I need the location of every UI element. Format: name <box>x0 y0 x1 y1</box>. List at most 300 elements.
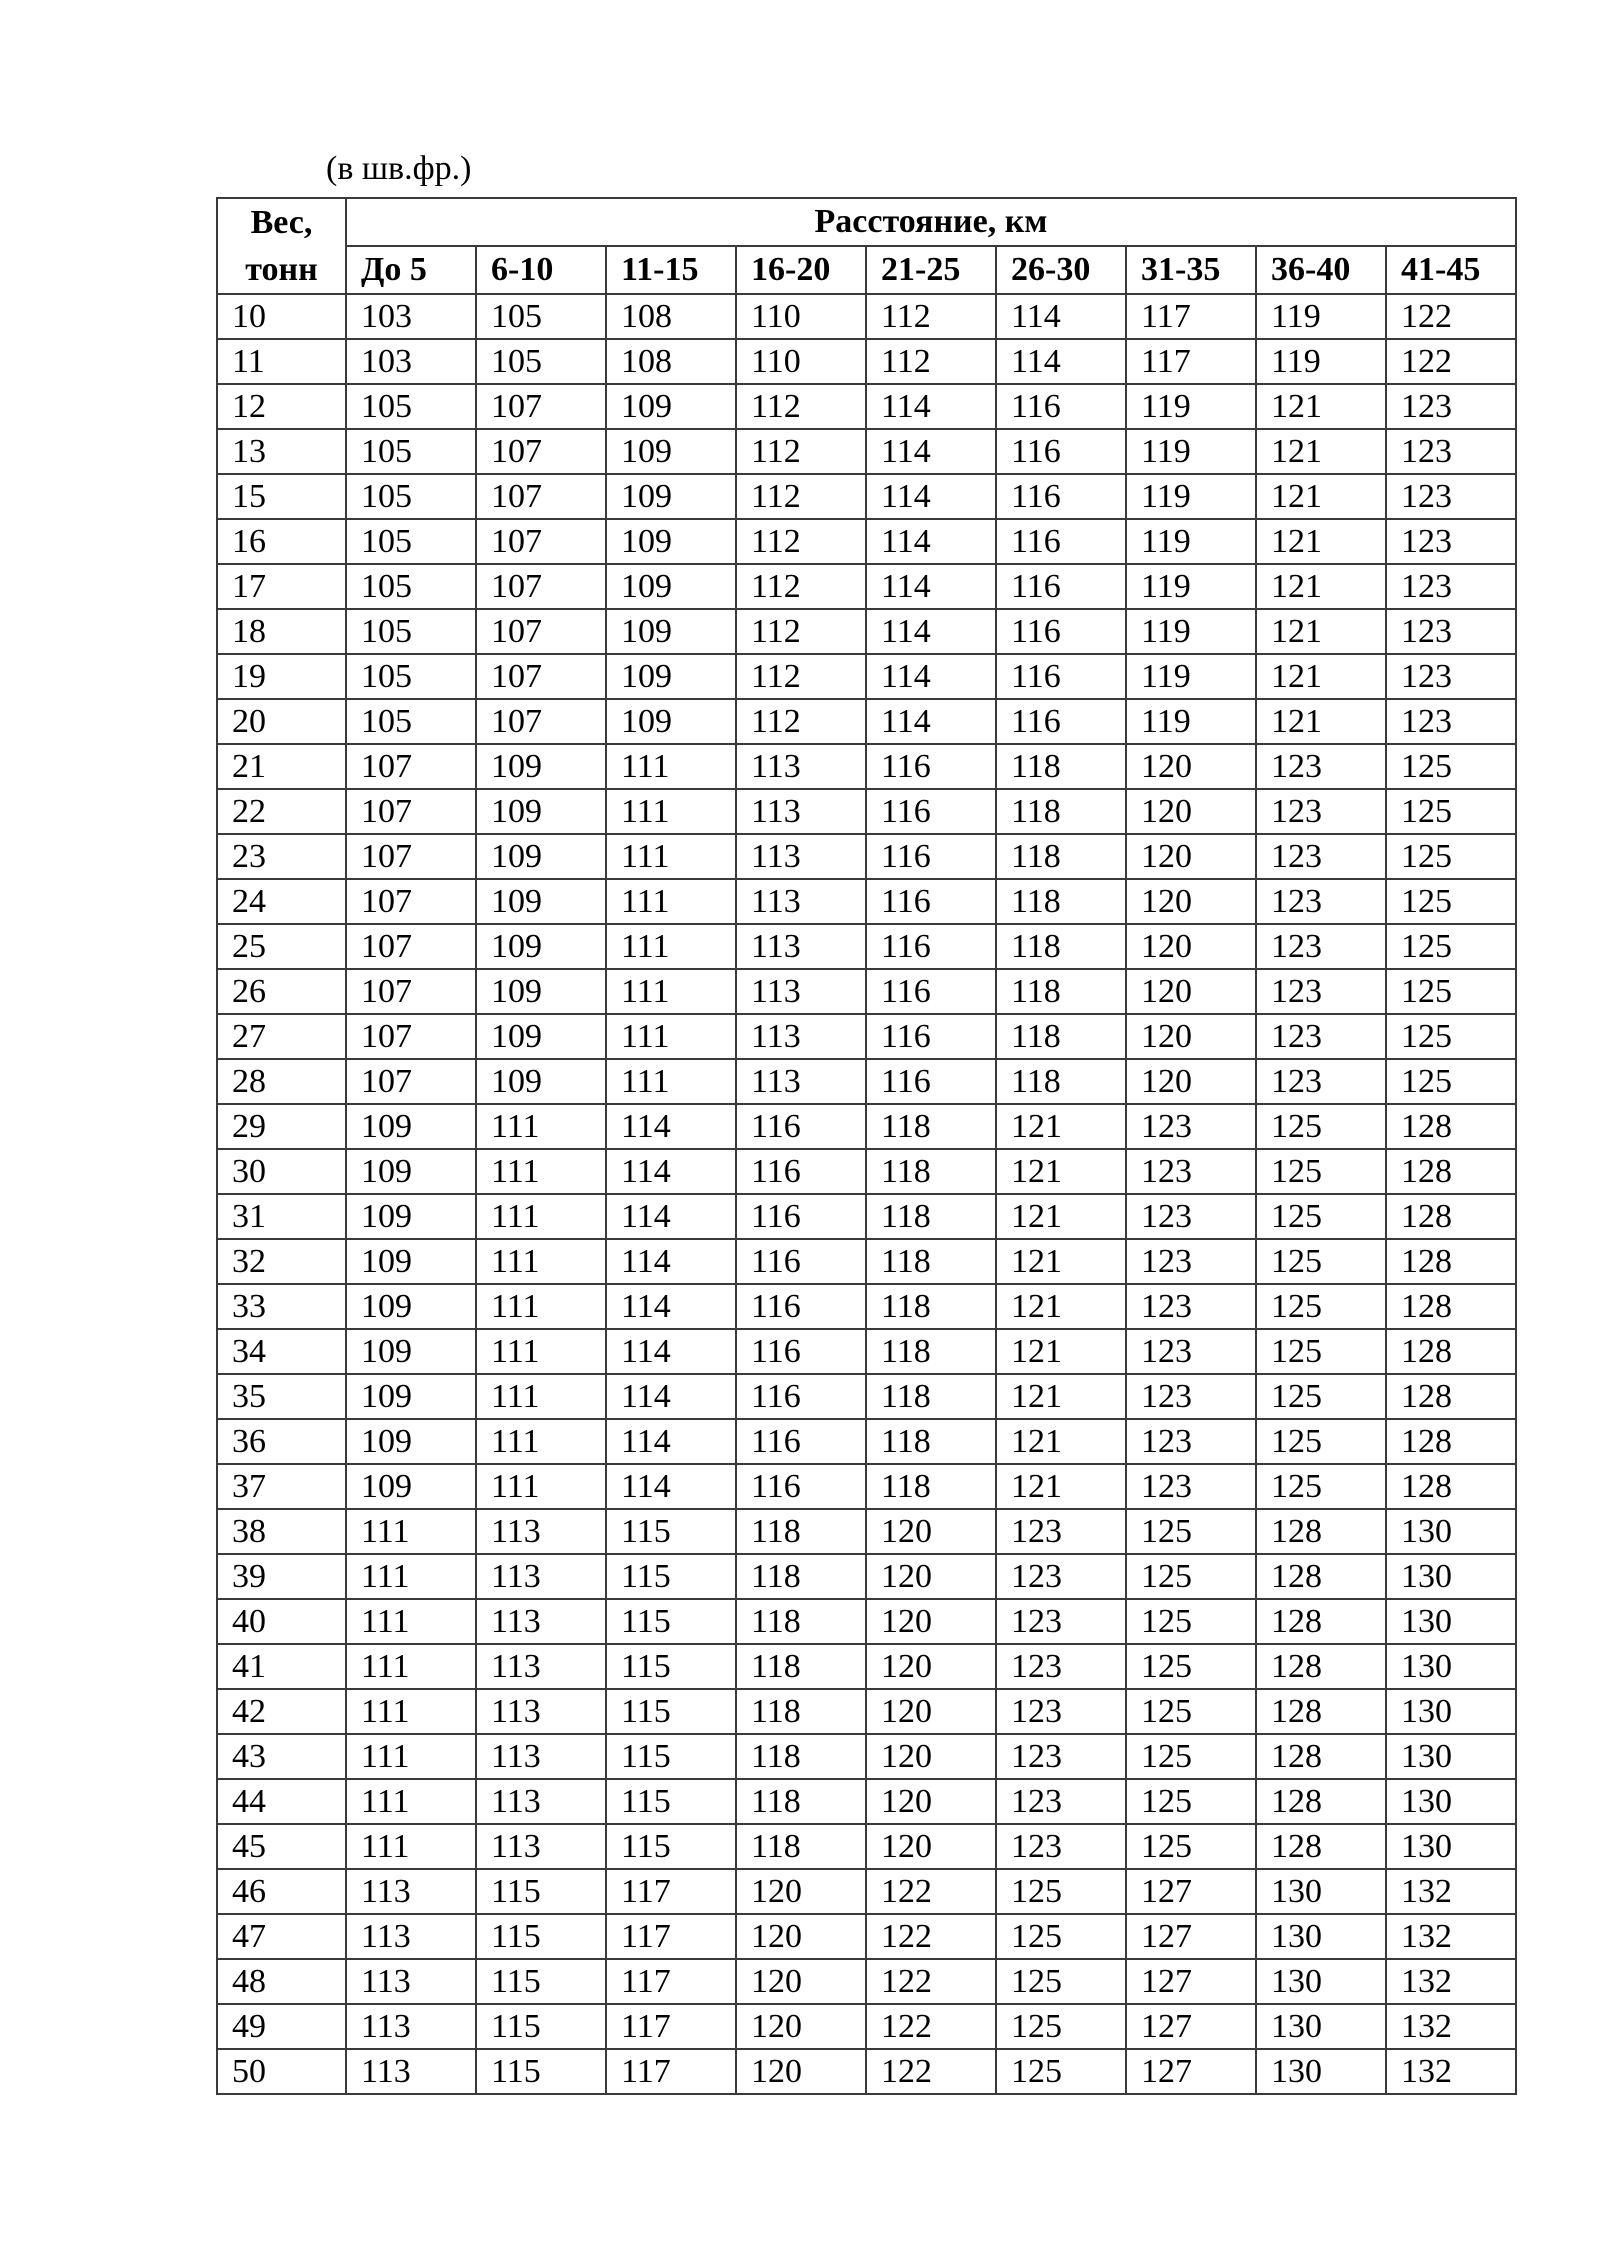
rate-cell: 130 <box>1256 1869 1386 1914</box>
rate-cell: 109 <box>476 1059 606 1104</box>
rate-cell: 125 <box>1386 834 1516 879</box>
rate-cell: 116 <box>866 924 996 969</box>
rate-cell: 117 <box>1126 294 1256 339</box>
rate-cell: 107 <box>346 879 476 924</box>
rate-cell: 119 <box>1126 609 1256 654</box>
weight-cell: 10 <box>217 294 346 339</box>
rate-cell: 109 <box>606 654 736 699</box>
rate-cell: 113 <box>476 1644 606 1689</box>
weight-column-header <box>217 198 346 294</box>
weight-cell: 46 <box>217 1869 346 1914</box>
rate-cell: 125 <box>1126 1509 1256 1554</box>
table-row <box>217 1284 1516 1329</box>
rate-cell: 125 <box>1126 1689 1256 1734</box>
rate-cell: 121 <box>1256 654 1386 699</box>
rate-cell: 118 <box>996 1059 1126 1104</box>
table-row <box>217 1059 1516 1104</box>
rate-cell: 117 <box>606 2004 736 2049</box>
rate-cell: 132 <box>1386 1959 1516 2004</box>
table-row <box>217 1509 1516 1554</box>
rate-cell: 107 <box>476 564 606 609</box>
table-body <box>217 294 1516 2094</box>
table-row <box>217 564 1516 609</box>
table-row <box>217 1689 1516 1734</box>
rate-cell: 125 <box>1256 1374 1386 1419</box>
rate-cell: 117 <box>606 1869 736 1914</box>
rate-cell: 121 <box>1256 564 1386 609</box>
rate-cell: 118 <box>736 1554 866 1599</box>
rate-cell: 105 <box>346 654 476 699</box>
rate-cell: 119 <box>1256 294 1386 339</box>
rate-cell: 130 <box>1256 1959 1386 2004</box>
rate-cell: 118 <box>866 1194 996 1239</box>
rate-cell: 118 <box>736 1599 866 1644</box>
rate-cell: 112 <box>736 474 866 519</box>
table-row <box>217 2004 1516 2049</box>
rate-cell: 125 <box>1126 1644 1256 1689</box>
weight-cell: 49 <box>217 2004 346 2049</box>
rate-cell: 109 <box>346 1149 476 1194</box>
rate-cell: 114 <box>606 1464 736 1509</box>
rate-cell: 113 <box>736 834 866 879</box>
rate-cell: 121 <box>996 1464 1126 1509</box>
rate-cell: 118 <box>736 1644 866 1689</box>
rate-cell: 116 <box>866 1059 996 1104</box>
table-row <box>217 1329 1516 1374</box>
rate-cell: 111 <box>476 1194 606 1239</box>
table-row <box>217 1554 1516 1599</box>
rate-cell: 116 <box>736 1149 866 1194</box>
table-row <box>217 1194 1516 1239</box>
rate-cell: 109 <box>476 969 606 1014</box>
rate-cell: 112 <box>736 564 866 609</box>
rate-cell: 116 <box>866 834 996 879</box>
rate-cell: 113 <box>346 2004 476 2049</box>
rate-cell: 105 <box>476 294 606 339</box>
rate-cell: 116 <box>736 1419 866 1464</box>
rate-cell: 121 <box>1256 429 1386 474</box>
rate-cell: 105 <box>346 609 476 654</box>
rate-cell: 130 <box>1386 1734 1516 1779</box>
table-row <box>217 744 1516 789</box>
table-row <box>217 1419 1516 1464</box>
weight-cell: 32 <box>217 1239 346 1284</box>
rate-cell: 117 <box>606 1959 736 2004</box>
rate-cell: 111 <box>346 1824 476 1869</box>
rate-cell: 113 <box>346 1959 476 2004</box>
rate-cell: 119 <box>1126 699 1256 744</box>
rate-cell: 116 <box>996 654 1126 699</box>
rate-cell: 123 <box>1126 1104 1256 1149</box>
table-caption: (в шв.фр.) <box>326 150 472 187</box>
rate-cell: 125 <box>1256 1194 1386 1239</box>
table-row <box>217 294 1516 339</box>
weight-cell: 24 <box>217 879 346 924</box>
table-row <box>217 1959 1516 2004</box>
rate-cell: 125 <box>1386 1059 1516 1104</box>
rate-cell: 130 <box>1386 1689 1516 1734</box>
table-row <box>217 1734 1516 1779</box>
rate-cell: 128 <box>1386 1104 1516 1149</box>
rate-cell: 118 <box>996 924 1126 969</box>
rate-cell: 115 <box>606 1779 736 1824</box>
rate-cell: 123 <box>1386 384 1516 429</box>
weight-cell: 23 <box>217 834 346 879</box>
weight-cell: 19 <box>217 654 346 699</box>
table-row <box>217 474 1516 519</box>
rate-cell: 120 <box>1126 969 1256 1014</box>
rate-cell: 117 <box>606 2049 736 2094</box>
rate-cell: 116 <box>866 879 996 924</box>
weight-cell: 25 <box>217 924 346 969</box>
rate-cell: 107 <box>346 789 476 834</box>
rate-cell: 132 <box>1386 1869 1516 1914</box>
rate-cell: 115 <box>606 1734 736 1779</box>
weight-cell: 45 <box>217 1824 346 1869</box>
rate-cell: 123 <box>996 1554 1126 1599</box>
weight-cell: 18 <box>217 609 346 654</box>
rate-cell: 111 <box>606 744 736 789</box>
rate-cell: 109 <box>606 699 736 744</box>
rate-cell: 111 <box>476 1374 606 1419</box>
rate-cell: 115 <box>606 1554 736 1599</box>
distance-column-header: 26-30 <box>996 246 1126 294</box>
table-row <box>217 969 1516 1014</box>
rate-cell: 111 <box>476 1104 606 1149</box>
rate-cell: 121 <box>996 1194 1126 1239</box>
rate-cell: 112 <box>736 519 866 564</box>
rate-cell: 114 <box>606 1104 736 1149</box>
rate-cell: 107 <box>346 1059 476 1104</box>
distance-column-header: 6-10 <box>476 246 606 294</box>
distance-column-header: 16-20 <box>736 246 866 294</box>
rate-cell: 121 <box>996 1374 1126 1419</box>
rate-cell: 118 <box>736 1689 866 1734</box>
weight-cell: 34 <box>217 1329 346 1374</box>
rate-cell: 115 <box>606 1689 736 1734</box>
rate-cell: 110 <box>736 339 866 384</box>
rate-cell: 125 <box>996 1959 1126 2004</box>
rate-cell: 109 <box>346 1104 476 1149</box>
rate-cell: 111 <box>346 1689 476 1734</box>
rate-cell: 120 <box>1126 924 1256 969</box>
rate-cell: 125 <box>1256 1464 1386 1509</box>
weight-cell: 30 <box>217 1149 346 1194</box>
distance-column-header: До 5 <box>346 246 476 294</box>
distance-column-header: 31-35 <box>1126 246 1256 294</box>
rate-cell: 121 <box>1256 699 1386 744</box>
rate-cell: 107 <box>476 429 606 474</box>
rate-cell: 116 <box>736 1104 866 1149</box>
rate-cell: 115 <box>606 1509 736 1554</box>
table-row <box>217 1149 1516 1194</box>
rate-cell: 113 <box>476 1689 606 1734</box>
rate-cell: 127 <box>1126 2004 1256 2049</box>
rate-cell: 118 <box>866 1464 996 1509</box>
weight-cell: 22 <box>217 789 346 834</box>
rate-cell: 120 <box>866 1644 996 1689</box>
table-row <box>217 609 1516 654</box>
rate-cell: 109 <box>606 519 736 564</box>
rate-cell: 128 <box>1386 1374 1516 1419</box>
rate-cell: 125 <box>1386 789 1516 834</box>
rate-cell: 120 <box>866 1734 996 1779</box>
table-row <box>217 789 1516 834</box>
rate-cell: 125 <box>1256 1419 1386 1464</box>
rate-cell: 123 <box>1256 834 1386 879</box>
rate-cell: 130 <box>1386 1509 1516 1554</box>
table-row <box>217 1239 1516 1284</box>
weight-header-line1: Вес, <box>250 204 313 241</box>
table-row <box>217 2049 1516 2094</box>
rate-cell: 119 <box>1126 654 1256 699</box>
rate-cell: 116 <box>736 1464 866 1509</box>
rate-cell: 109 <box>346 1239 476 1284</box>
rate-cell: 132 <box>1386 2049 1516 2094</box>
rate-cell: 128 <box>1386 1239 1516 1284</box>
rate-cell: 121 <box>1256 519 1386 564</box>
rate-cell: 112 <box>736 429 866 474</box>
rate-cell: 111 <box>476 1149 606 1194</box>
rate-cell: 109 <box>606 564 736 609</box>
rate-cell: 123 <box>1386 609 1516 654</box>
rate-cell: 114 <box>606 1374 736 1419</box>
rate-cell: 121 <box>996 1239 1126 1284</box>
rate-cell: 123 <box>1126 1194 1256 1239</box>
rate-cell: 125 <box>1126 1734 1256 1779</box>
rate-cell: 118 <box>736 1509 866 1554</box>
rate-cell: 128 <box>1256 1689 1386 1734</box>
rate-cell: 105 <box>346 519 476 564</box>
rate-cell: 123 <box>1126 1419 1256 1464</box>
rate-cell: 125 <box>996 1914 1126 1959</box>
rate-cell: 130 <box>1256 2004 1386 2049</box>
rate-cell: 123 <box>1256 1059 1386 1104</box>
rate-cell: 114 <box>866 474 996 519</box>
rate-cell: 111 <box>346 1734 476 1779</box>
rate-cell: 113 <box>476 1599 606 1644</box>
rate-cell: 105 <box>346 429 476 474</box>
rate-cell: 113 <box>476 1734 606 1779</box>
rate-cell: 130 <box>1386 1554 1516 1599</box>
rate-cell: 122 <box>1386 294 1516 339</box>
rate-cell: 125 <box>1386 1014 1516 1059</box>
table-row <box>217 1824 1516 1869</box>
rate-cell: 109 <box>606 609 736 654</box>
rate-cell: 113 <box>476 1779 606 1824</box>
rate-cell: 114 <box>996 294 1126 339</box>
rate-cell: 120 <box>736 1959 866 2004</box>
rate-cell: 127 <box>1126 1914 1256 1959</box>
rate-cell: 128 <box>1256 1779 1386 1824</box>
rate-cell: 114 <box>866 609 996 654</box>
rate-cell: 109 <box>606 384 736 429</box>
rate-cell: 122 <box>1386 339 1516 384</box>
rate-cell: 127 <box>1126 1869 1256 1914</box>
rate-cell: 123 <box>1126 1239 1256 1284</box>
table-row <box>217 339 1516 384</box>
rate-cell: 114 <box>606 1329 736 1374</box>
rate-cell: 120 <box>866 1689 996 1734</box>
rate-cell: 123 <box>1256 1014 1386 1059</box>
rate-cell: 111 <box>476 1284 606 1329</box>
weight-cell: 28 <box>217 1059 346 1104</box>
rate-cell: 116 <box>736 1329 866 1374</box>
rate-cell: 109 <box>346 1374 476 1419</box>
rate-cell: 118 <box>866 1284 996 1329</box>
rate-cell: 120 <box>866 1509 996 1554</box>
rate-cell: 116 <box>996 699 1126 744</box>
rate-cell: 111 <box>606 879 736 924</box>
rate-cell: 120 <box>866 1599 996 1644</box>
rate-cell: 103 <box>346 339 476 384</box>
weight-cell: 44 <box>217 1779 346 1824</box>
rate-cell: 125 <box>996 2004 1126 2049</box>
table-row <box>217 429 1516 474</box>
rate-cell: 123 <box>1256 789 1386 834</box>
rate-cell: 125 <box>996 1869 1126 1914</box>
rate-cell: 111 <box>346 1644 476 1689</box>
rate-cell: 119 <box>1126 519 1256 564</box>
rate-cell: 111 <box>476 1239 606 1284</box>
weight-cell: 40 <box>217 1599 346 1644</box>
rate-cell: 120 <box>736 2004 866 2049</box>
rate-cell: 114 <box>866 699 996 744</box>
rate-cell: 121 <box>996 1329 1126 1374</box>
rate-cell: 121 <box>996 1104 1126 1149</box>
rate-cell: 107 <box>476 699 606 744</box>
table-row <box>217 1104 1516 1149</box>
rate-cell: 122 <box>866 1959 996 2004</box>
rate-cell: 109 <box>606 474 736 519</box>
rate-cell: 107 <box>476 474 606 519</box>
rate-cell: 132 <box>1386 1914 1516 1959</box>
rate-cell: 115 <box>476 1869 606 1914</box>
rate-cell: 112 <box>736 699 866 744</box>
rate-cell: 115 <box>606 1599 736 1644</box>
rate-cell: 109 <box>476 744 606 789</box>
weight-cell: 13 <box>217 429 346 474</box>
rate-cell: 125 <box>1386 744 1516 789</box>
rate-cell: 115 <box>476 2049 606 2094</box>
rate-cell: 122 <box>866 1869 996 1914</box>
rate-cell: 125 <box>1256 1149 1386 1194</box>
distance-column-header: 21-25 <box>866 246 996 294</box>
rate-cell: 120 <box>1126 834 1256 879</box>
rate-cell: 111 <box>606 834 736 879</box>
rate-cell: 120 <box>1126 1014 1256 1059</box>
rate-cell: 118 <box>736 1779 866 1824</box>
rate-cell: 123 <box>1386 519 1516 564</box>
rate-cell: 105 <box>346 384 476 429</box>
rate-cell: 119 <box>1126 429 1256 474</box>
rate-cell: 122 <box>866 2004 996 2049</box>
rate-cell: 111 <box>606 969 736 1014</box>
rate-cell: 109 <box>476 789 606 834</box>
rate-cell: 116 <box>736 1239 866 1284</box>
rate-cell: 118 <box>996 1014 1126 1059</box>
rate-cell: 111 <box>346 1509 476 1554</box>
rate-cell: 123 <box>1126 1374 1256 1419</box>
table-row <box>217 1464 1516 1509</box>
rate-cell: 120 <box>736 2049 866 2094</box>
rate-cell: 109 <box>346 1284 476 1329</box>
rate-cell: 113 <box>346 2049 476 2094</box>
rate-cell: 113 <box>476 1509 606 1554</box>
rate-cell: 132 <box>1386 2004 1516 2049</box>
weight-cell: 50 <box>217 2049 346 2094</box>
rate-cell: 120 <box>1126 744 1256 789</box>
rate-cell: 118 <box>996 744 1126 789</box>
rate-cell: 112 <box>866 339 996 384</box>
rate-cell: 121 <box>1256 609 1386 654</box>
weight-cell: 27 <box>217 1014 346 1059</box>
weight-cell: 47 <box>217 1914 346 1959</box>
rate-cell: 113 <box>736 744 866 789</box>
rate-cell: 116 <box>866 1014 996 1059</box>
weight-cell: 35 <box>217 1374 346 1419</box>
rate-cell: 111 <box>606 789 736 834</box>
rate-cell: 118 <box>996 969 1126 1014</box>
rate-cell: 130 <box>1386 1599 1516 1644</box>
rate-cell: 125 <box>1386 879 1516 924</box>
rate-cell: 109 <box>606 429 736 474</box>
rate-cell: 120 <box>736 1914 866 1959</box>
rate-cell: 112 <box>736 384 866 429</box>
rate-cell: 116 <box>736 1284 866 1329</box>
rate-cell: 113 <box>736 1059 866 1104</box>
weight-cell: 12 <box>217 384 346 429</box>
rate-cell: 113 <box>346 1869 476 1914</box>
rate-cell: 123 <box>996 1599 1126 1644</box>
rate-cell: 123 <box>1386 429 1516 474</box>
rate-cell: 123 <box>1126 1464 1256 1509</box>
rate-cell: 125 <box>1126 1599 1256 1644</box>
rate-cell: 121 <box>996 1284 1126 1329</box>
rate-cell: 123 <box>1256 879 1386 924</box>
rate-cell: 118 <box>866 1374 996 1419</box>
weight-cell: 48 <box>217 1959 346 2004</box>
rate-cell: 128 <box>1386 1419 1516 1464</box>
rate-cell: 130 <box>1256 1914 1386 1959</box>
rate-cell: 114 <box>606 1194 736 1239</box>
rate-cell: 118 <box>996 789 1126 834</box>
rate-cell: 123 <box>1256 969 1386 1014</box>
rate-cell: 118 <box>866 1239 996 1284</box>
rate-cell: 116 <box>996 384 1126 429</box>
table-row <box>217 1914 1516 1959</box>
rate-cell: 116 <box>996 564 1126 609</box>
rate-cell: 114 <box>866 429 996 474</box>
weight-cell: 37 <box>217 1464 346 1509</box>
rate-cell: 128 <box>1256 1554 1386 1599</box>
weight-cell: 16 <box>217 519 346 564</box>
table-row <box>217 1644 1516 1689</box>
rate-cell: 125 <box>1126 1824 1256 1869</box>
rate-cell: 125 <box>1386 924 1516 969</box>
rate-cell: 115 <box>476 2004 606 2049</box>
rate-cell: 118 <box>736 1824 866 1869</box>
rate-cell: 113 <box>736 924 866 969</box>
rate-cell: 128 <box>1256 1824 1386 1869</box>
rate-cell: 114 <box>606 1284 736 1329</box>
rate-cell: 107 <box>346 969 476 1014</box>
rate-cell: 116 <box>996 519 1126 564</box>
rate-cell: 107 <box>476 519 606 564</box>
table-row <box>217 384 1516 429</box>
rate-cell: 116 <box>996 609 1126 654</box>
rate-cell: 119 <box>1126 564 1256 609</box>
